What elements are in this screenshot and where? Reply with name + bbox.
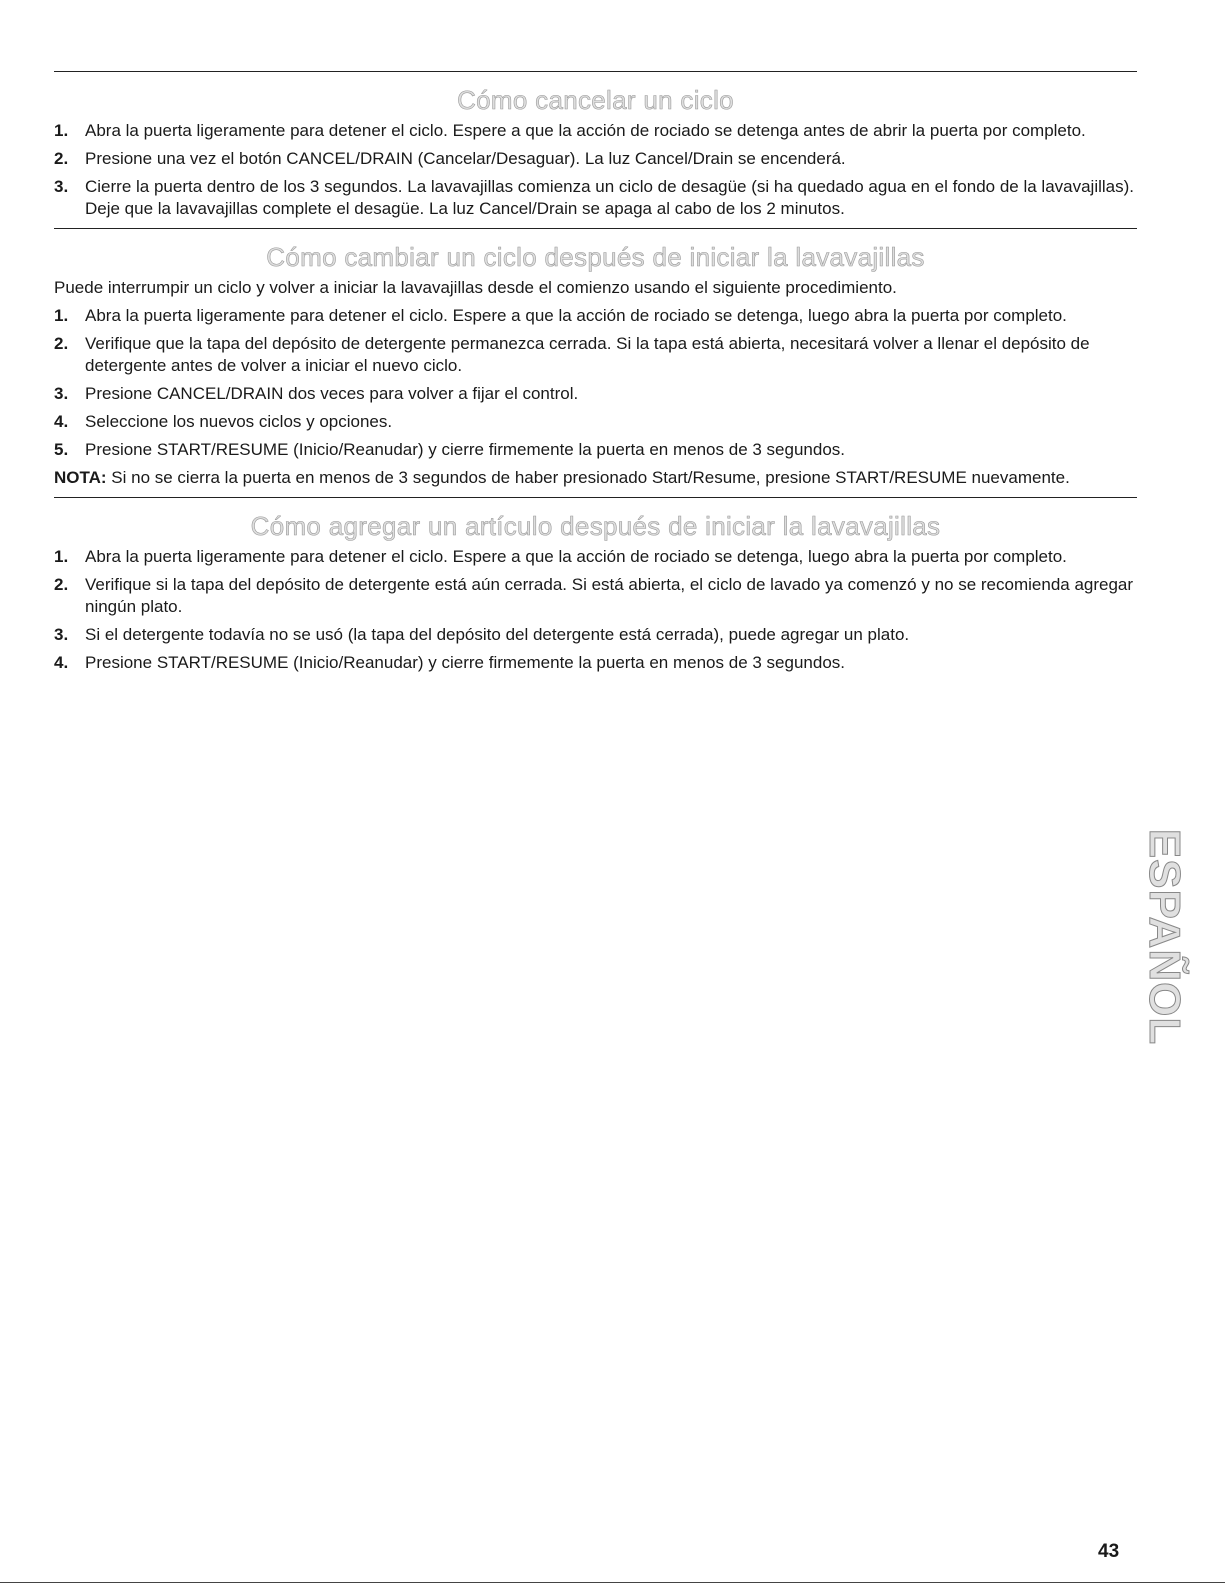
- step-number: 4.: [54, 653, 69, 672]
- manual-page: [54, 0, 1137, 680]
- list-item: [54, 546, 1137, 568]
- note-label: NOTA:: [54, 468, 107, 487]
- list-item: [54, 333, 1137, 377]
- step-number: 2.: [54, 575, 69, 594]
- step-number: 1.: [54, 547, 69, 566]
- section-divider: [54, 228, 1137, 229]
- step-number: 3.: [54, 177, 69, 196]
- step-number: 1.: [54, 306, 69, 325]
- list-item: [54, 305, 1137, 327]
- step-text: Presione CANCEL/DRAIN dos veces para volver a fijar el control.: [85, 384, 579, 403]
- list-item: [54, 411, 1137, 433]
- list-item: [54, 439, 1137, 461]
- section-divider: [54, 497, 1137, 498]
- section-title-change-cycle: Cómo cambiar un ciclo después de iniciar la lavavajillas: [266, 242, 925, 272]
- step-number: 2.: [54, 149, 69, 168]
- section-divider: [54, 71, 1137, 72]
- list-item: [54, 176, 1137, 220]
- section-title-cancel-cycle: Cómo cancelar un ciclo: [457, 85, 734, 115]
- language-label: ESPAÑOL: [1140, 828, 1189, 1046]
- add-item-steps: [54, 546, 1137, 674]
- step-text: Presione START/RESUME (Inicio/Reanudar) y cierre firmemente la puerta en menos de 3 segundos.: [85, 440, 845, 459]
- step-text: Verifique si la tapa del depósito de detergente está aún cerrada. Si está abierta, el ciclo de lavado ya comenzó y no se recomienda agregar ningún plato.: [85, 575, 1134, 616]
- list-item: [54, 574, 1137, 618]
- step-text: Si el detergente todavía no se usó (la tapa del depósito del detergente está cerrada), puede agregar un plato.: [85, 625, 910, 644]
- note-paragraph: [54, 467, 1137, 489]
- step-number: 3.: [54, 384, 69, 403]
- list-item: [54, 383, 1137, 405]
- list-item: [54, 624, 1137, 646]
- step-text: Abra la puerta ligeramente para detener el ciclo. Espere a que la acción de rociado se detenga, luego abra la puerta por completo.: [85, 306, 1067, 325]
- step-text: Presione una vez el botón CANCEL/DRAIN (Cancelar/Desaguar). La luz Cancel/Drain se encenderá.: [85, 149, 846, 168]
- step-number: 1.: [54, 121, 69, 140]
- step-text: Abra la puerta ligeramente para detener el ciclo. Espere a que la acción de rociado se detenga antes de abrir la puerta por completo.: [85, 121, 1086, 140]
- cancel-cycle-steps: [54, 120, 1137, 220]
- list-item: [54, 652, 1137, 674]
- language-side-tab: [1141, 818, 1187, 1056]
- step-text: Seleccione los nuevos ciclos y opciones.: [85, 412, 393, 431]
- page-number: 43: [1098, 1541, 1120, 1562]
- section-intro: Puede interrumpir un ciclo y volver a iniciar la lavavajillas desde el comienzo usando el siguiente procedimiento.: [54, 278, 897, 297]
- change-cycle-steps: [54, 305, 1137, 461]
- step-number: 2.: [54, 334, 69, 353]
- step-number: 5.: [54, 440, 69, 459]
- page-bottom-border: [0, 1582, 1225, 1583]
- step-number: 3.: [54, 625, 69, 644]
- step-number: 4.: [54, 412, 69, 431]
- step-text: Abra la puerta ligeramente para detener el ciclo. Espere a que la acción de rociado se detenga, luego abra la puerta por completo.: [85, 547, 1067, 566]
- list-item: [54, 148, 1137, 170]
- note-text: Si no se cierra la puerta en menos de 3 segundos de haber presionado Start/Resume, presione START/RESUME nuevamente.: [106, 468, 1070, 487]
- section-title-add-item: Cómo agregar un artículo después de iniciar la lavavajillas: [250, 511, 941, 541]
- step-text: Verifique que la tapa del depósito de detergente permanezca cerrada. Si la tapa está abierta, necesitará volver a llenar el depósito de detergente antes de volver a iniciar el nuevo ciclo.: [85, 334, 1090, 375]
- step-text: Cierre la puerta dentro de los 3 segundos. La lavavajillas comienza un ciclo de desagüe (si ha quedado agua en el fondo de la lavavajillas). Deje que la lavavajillas complete el desagüe. La luz Cancel/Drain se apaga al cabo de los 2 minutos.: [85, 177, 1135, 218]
- list-item: [54, 120, 1137, 142]
- step-text: Presione START/RESUME (Inicio/Reanudar) y cierre firmemente la puerta en menos de 3 segundos.: [85, 653, 845, 672]
